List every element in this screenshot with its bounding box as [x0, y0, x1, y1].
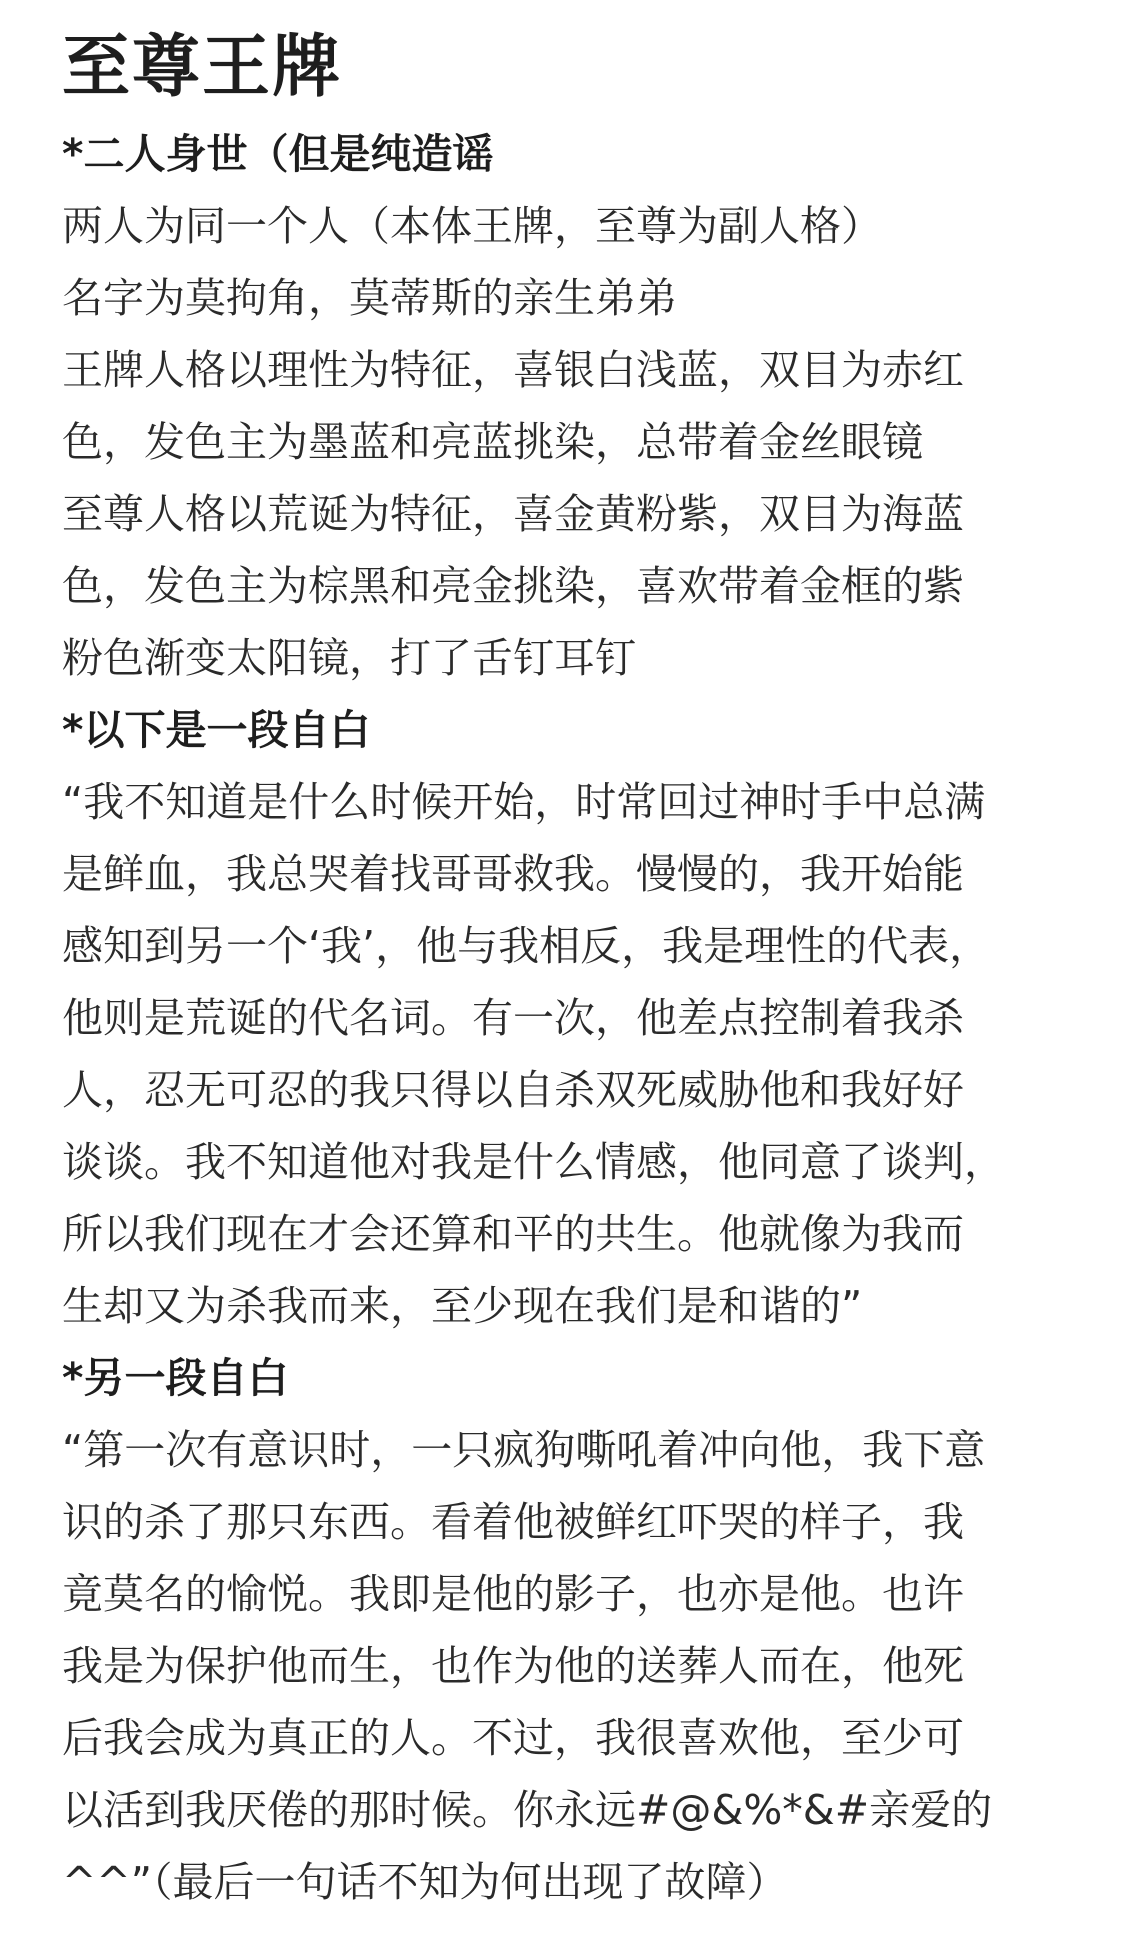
body-line: 人，忍无可忍的我只得以自杀双死威胁他和我好好 [62, 1066, 964, 1114]
section-heading: *以下是一段自白 [62, 706, 371, 754]
body-line: 两人为同一个人（本体王牌，至尊为副人格） [62, 202, 882, 250]
body-line: 色，发色主为墨蓝和亮蓝挑染，总带着金丝眼镜 [62, 418, 923, 466]
body-line: 感知到另一个‘我’，他与我相反，我是理性的代表， [62, 922, 991, 970]
document-page [62, 18, 1072, 1918]
section-heading: *二人身世（但是纯造谣 [62, 130, 494, 178]
body-line: 是鲜血，我总哭着找哥哥救我。慢慢的，我开始能 [62, 850, 964, 898]
body-line: 竟莫名的愉悦。我即是他的影子，也亦是他。也许 [62, 1570, 964, 1618]
body-line: 生却又为杀我而来，至少现在我们是和谐的” [62, 1282, 863, 1330]
body-line: 我是为保护他而生，也作为他的送葬人而在，他死 [62, 1642, 964, 1690]
body-line: 他则是荒诞的代名词。有一次，他差点控制着我杀 [62, 994, 964, 1042]
body-line: 至尊人格以荒诞为特征，喜金黄粉紫，双目为海蓝 [62, 490, 964, 538]
document-body [62, 118, 1072, 1918]
body-line: 王牌人格以理性为特征，喜银白浅蓝，双目为赤红 [62, 346, 964, 394]
body-line: 谈谈。我不知道他对我是什么情感，他同意了谈判， [62, 1138, 1005, 1186]
body-line: 识的杀了那只东西。看着他被鲜红吓哭的样子，我 [62, 1498, 964, 1546]
body-line: 以活到我厌倦的那时候。你永远#@&%*&#亲爱的 [62, 1786, 993, 1834]
body-line: “第一次有意识时，一只疯狗嘶吼着冲向他，我下意 [62, 1426, 986, 1474]
body-line: 粉色渐变太阳镜，打了舌钉耳钉 [62, 634, 636, 682]
body-line: 色，发色主为棕黑和亮金挑染，喜欢带着金框的紫 [62, 562, 964, 610]
section-heading: *另一段自白 [62, 1354, 289, 1402]
body-line: “我不知道是什么时候开始，时常回过神时手中总满 [62, 778, 986, 826]
body-line: 后我会成为真正的人。不过，我很喜欢他，至少可 [62, 1714, 964, 1762]
document-title: 至尊王牌 [62, 28, 343, 107]
body-line: ^^”（最后一句话不知为何出现了故障） [62, 1858, 788, 1906]
body-line: 名字为莫拘角，莫蒂斯的亲生弟弟 [62, 274, 677, 322]
body-line: 所以我们现在才会还算和平的共生。他就像为我而 [62, 1210, 964, 1258]
